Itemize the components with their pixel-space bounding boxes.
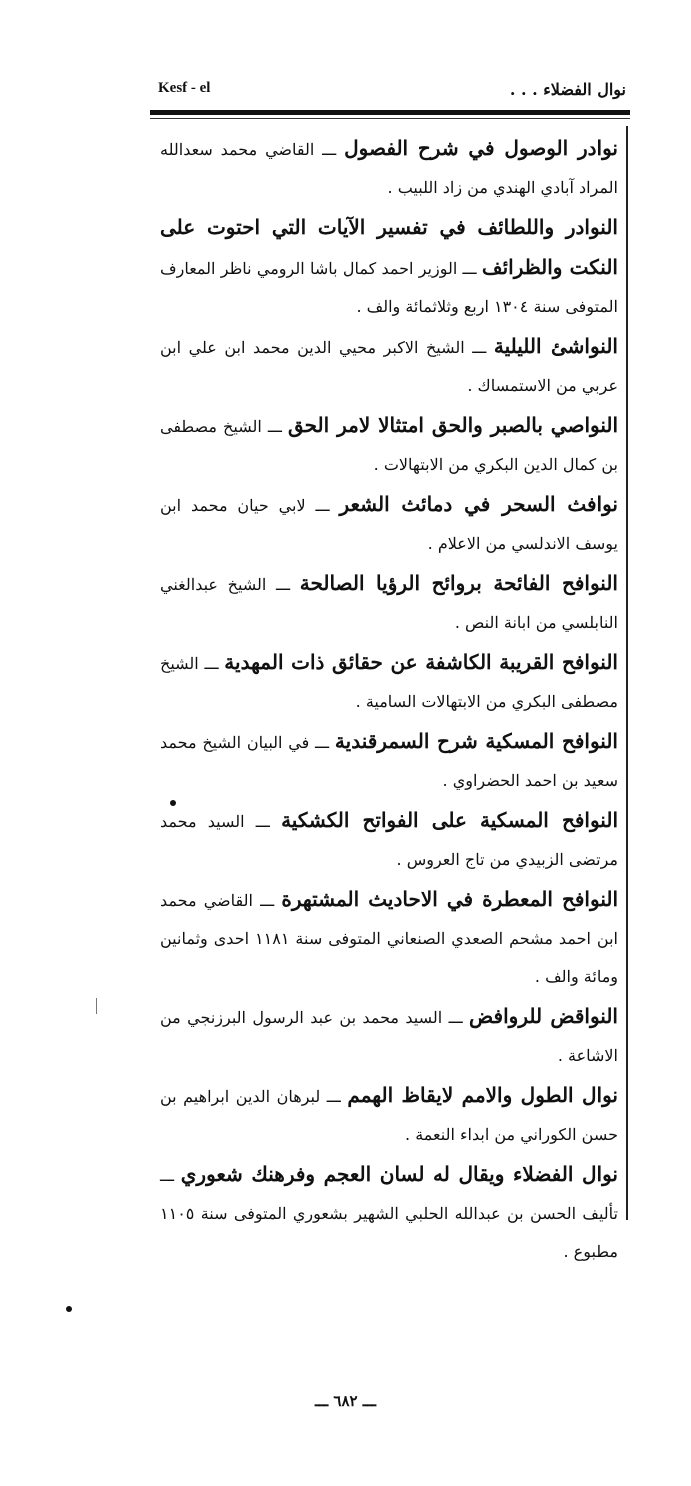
entry-title: نوال الطول والامم لايقاظ الهمم xyxy=(347,1083,618,1107)
entry xyxy=(160,800,618,879)
entry-title: النوافح القريبة الكاشفة عن حقائق ذات المهدية xyxy=(224,650,618,674)
entry-body: ـــ القاضي محمد سعدالله المراد آبادي الهندي من زاد اللبيب . xyxy=(160,140,618,197)
entry xyxy=(160,1154,618,1271)
entry-body: ـــ السيد محمد مرتضى الزبيدي من تاج العروس . xyxy=(160,812,618,869)
entry-title: النوافح الفائحة بروائح الرؤيا الصالحة xyxy=(299,571,618,595)
header-title-arabic: نوال الفضلاء . . . xyxy=(509,80,626,99)
entry xyxy=(160,326,618,405)
entry xyxy=(160,721,618,800)
entry xyxy=(160,996,618,1075)
entry xyxy=(160,563,618,642)
scan-mark xyxy=(96,998,97,1014)
entry-body: ـــ الشيخ مصطفى بن كمال الدين البكري من الابتهالات . xyxy=(160,417,618,474)
entry-title: نوافث السحر في دمائث الشعر xyxy=(339,492,618,516)
page-number: ـــ ٦٨٢ ـــ xyxy=(315,1392,376,1410)
entry-title: النوافح المسكية على الفواتح الكشكية xyxy=(281,808,618,832)
entry xyxy=(160,642,618,721)
entry xyxy=(160,128,618,207)
entry-body: ـــ الشيخ مصطفى البكري من الابتهالات السامية . xyxy=(160,654,618,711)
entry-title: النواقض للروافض xyxy=(469,1004,618,1028)
entry xyxy=(160,1075,618,1154)
entry xyxy=(160,405,618,484)
entry-title: النوافح المسكية شرح السمرقندية xyxy=(334,729,618,753)
entry xyxy=(160,207,618,326)
entry-body: ـــ القاضي محمد ابن احمد مشحم الصعدي الصنعاني المتوفى سنة ١١٨١ احدى وثمانين ومائة والف . xyxy=(160,891,618,986)
entry-title: نوال الفضلاء ويقال له لسان العجم وفرهنك شعوري xyxy=(180,1162,618,1186)
entry-title: النواصي بالصبر والحق امتثالا لامر الحق xyxy=(287,413,619,437)
margin-rule xyxy=(626,126,628,1220)
entry xyxy=(160,484,618,563)
entry-title: النوافح المعطرة في الاحاديث المشتهرة xyxy=(281,887,619,911)
ink-speck xyxy=(170,800,176,806)
entry-body: ـــ الوزير احمد كمال باشا الرومي ناظر المعارف المتوفى سنة ١٣٠٤ اربع وثلاثمائة والف . xyxy=(160,259,618,316)
ink-speck xyxy=(66,1306,72,1312)
entry-title: النواشئ الليلية xyxy=(493,334,618,358)
entry-body: ـــ في البيان الشيخ محمد سعيد بن احمد الحضراوي . xyxy=(160,733,618,790)
entry xyxy=(160,879,618,996)
header-rule-thick xyxy=(150,110,630,115)
entry-body: ـــ الشيخ عبدالغني النابلسي من ابانة النص . xyxy=(160,575,618,632)
entry-body: ـــ لبرهان الدين ابراهيم بن حسن الكوراني من ابداء النعمة . xyxy=(160,1087,618,1144)
entry-body: ـــ الشيخ الاكبر محيي الدين محمد ابن علي ابن عربي من الاستمساك . xyxy=(160,338,618,395)
entry-title: النوادر واللطائف في تفسير الآيات التي احتوت على النكت والظرائف xyxy=(160,215,618,279)
entry-body: ـــ السيد محمد بن عبد الرسول البرزنجي من الاشاعة . xyxy=(160,1008,618,1065)
header-title-latin: Kesf - el xyxy=(158,80,211,96)
header-rule-thin xyxy=(150,118,630,119)
entry-body: ـــ لابي حيان محمد ابن يوسف الاندلسي من الاعلام . xyxy=(160,496,618,553)
entry-title: نوادر الوصول في شرح الفصول xyxy=(344,136,618,160)
entry-list xyxy=(160,128,618,1271)
running-header xyxy=(158,80,626,106)
entry-body: ـــ تأليف الحسن بن عبدالله الحلبي الشهير بشعوري المتوفى سنة ١١٠٥ مطبوع . xyxy=(160,1166,618,1261)
